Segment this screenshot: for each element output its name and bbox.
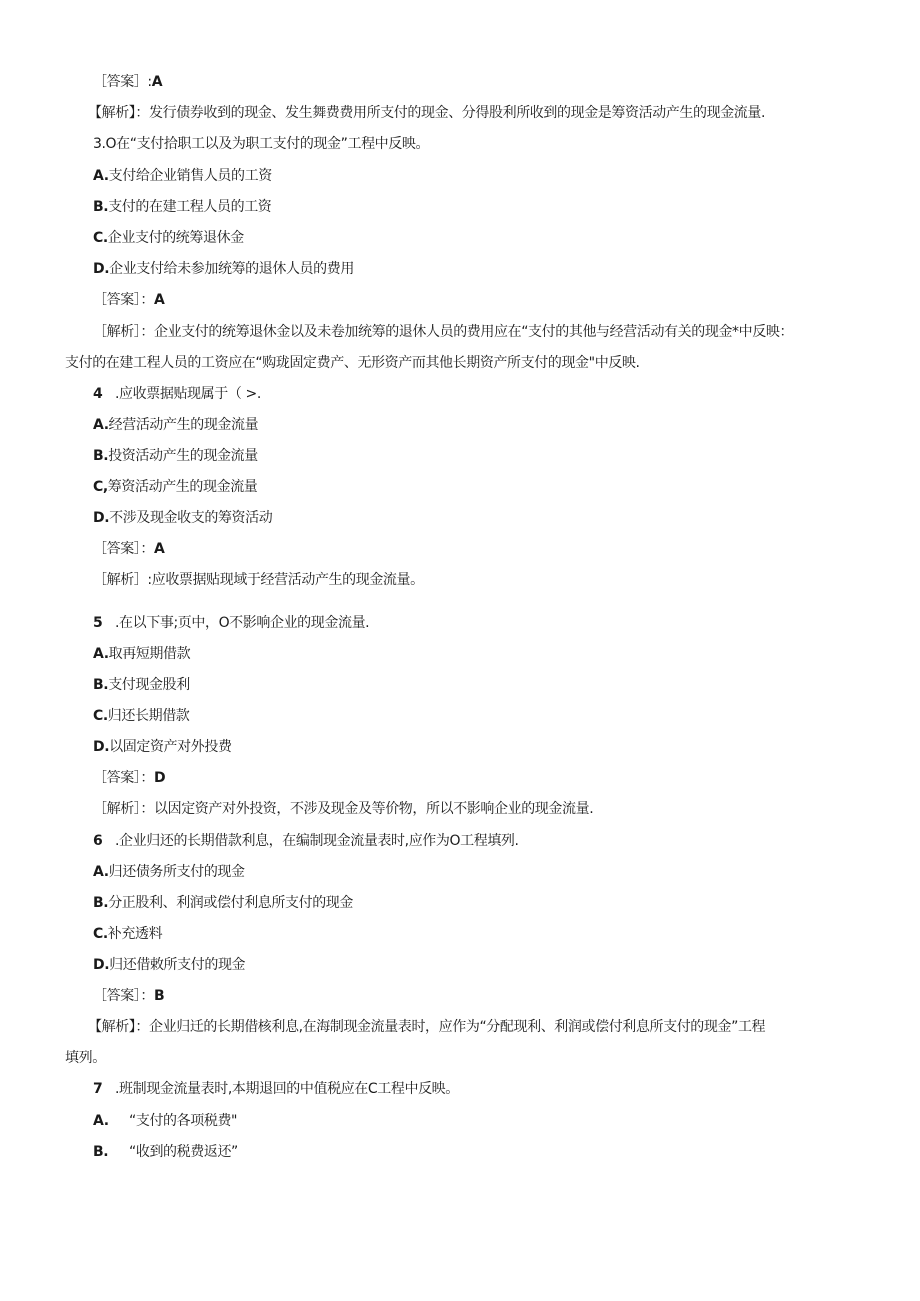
option-text: A.归还债务所支付的现金 — [93, 864, 245, 880]
question-7 — [93, 1080, 459, 1098]
question-5 — [93, 614, 369, 632]
option-c — [93, 478, 257, 496]
explanation-text: ［解析］：以因定资产对外投资，不涉及现金及等价物，所以不影响企业的现金流量. — [93, 801, 594, 817]
answer-line — [93, 540, 164, 558]
answer-text: ［答案］:A — [93, 74, 163, 90]
question-number: 5 — [93, 615, 103, 631]
option-text: B.分正股利、利润或偿付利息所支付的现金 — [93, 895, 354, 911]
option-b — [93, 894, 353, 912]
option-text: B.支付的在建工程人员的工资 — [93, 199, 272, 215]
option-c — [93, 925, 162, 943]
option-text: A.经营活动产生的现金流量 — [93, 417, 259, 433]
question-number: 6 — [93, 833, 103, 849]
explanation-text: 【解析】：企业归迁的长期借核利息,在海制现金流量表时，应作为“分配现利、利润或偿付利息所支付的现金”工程 — [88, 1019, 766, 1035]
option-a — [93, 1112, 237, 1130]
option-text: C.企业支付的统筹退休金 — [93, 230, 244, 246]
question-6 — [93, 832, 519, 850]
option-b — [93, 447, 258, 465]
option-letter: B. — [93, 1144, 109, 1160]
option-c — [93, 707, 189, 725]
explanation-line — [65, 1049, 106, 1067]
option-text: D.以固定资产对外投费 — [93, 739, 232, 755]
question-number: 7 — [93, 1081, 103, 1097]
answer-line — [93, 987, 164, 1005]
option-b — [93, 676, 190, 694]
option-b — [93, 198, 271, 216]
explanation-line — [93, 800, 593, 818]
option-a — [93, 416, 258, 434]
question-text: .在以下事;页中，O不影响企业的现金流量. — [115, 615, 370, 631]
option-d — [93, 509, 272, 527]
option-text: “支付的各项税费" — [129, 1113, 238, 1129]
option-text: D.企业支付给未参加统筹的退休人员的费用 — [93, 261, 354, 277]
option-text: B.支付现金股利 — [93, 677, 190, 693]
explanation-text: ［解析］:应收票据贴现域于经营活动产生的现金流量。 — [93, 572, 424, 588]
option-a — [93, 167, 272, 185]
option-text: A.支付给企业销售人员的工资 — [93, 168, 272, 184]
answer-text: ［答案］：B — [93, 988, 165, 1004]
option-text: C.补充透料 — [93, 926, 163, 942]
explanation-line — [88, 104, 765, 122]
question-3 — [93, 135, 429, 153]
explanation-line — [88, 1018, 765, 1036]
option-d — [93, 260, 354, 278]
explanation-text: 支付的在建工程人员的工资应在“购珑固定费产、无形资产而其他长期资产所支付的现金"中反映. — [65, 355, 640, 371]
option-c — [93, 229, 244, 247]
question-text: .班制现金流量表时,本期退回的中值税应在C工程中反映。 — [115, 1081, 459, 1097]
option-text: D.不涉及现金收支的筹资活动 — [93, 510, 273, 526]
explanation-line — [65, 354, 640, 372]
answer-line — [93, 291, 164, 309]
explanation-text: 【解析】：发行债券收到的现金、发生舞费费用所支付的现金、分得股利所收到的现金是筹资活动产生的现金流量. — [88, 105, 766, 121]
option-letter: A. — [93, 1113, 109, 1129]
option-d — [93, 738, 232, 756]
explanation-line — [93, 323, 793, 341]
option-b — [93, 1143, 238, 1161]
option-d — [93, 956, 245, 974]
answer-line — [93, 73, 162, 91]
option-a — [93, 863, 245, 881]
option-text: B.投资活动产生的现金流量 — [93, 448, 258, 464]
option-text: D.归还借敕所支付的现金 — [93, 957, 246, 973]
option-text: “收到的税费返还” — [129, 1144, 238, 1160]
explanation-text: ［解析］：企业支付的统筹退休金以及未卷加统筹的退休人员的费用应在“支付的其他与经营活动有关的现金*中反映： — [93, 324, 794, 340]
answer-text: ［答案］：D — [93, 770, 166, 786]
question-number: 4 — [93, 386, 103, 402]
question-text: 3.O在“支付拾职工以及为职工支付的现金”工程中反映。 — [93, 136, 430, 152]
explanation-text: 填列。 — [65, 1050, 106, 1066]
question-text: .企业归还的长期借款利息，在编制现金流量表时,应作为O工程填列. — [115, 833, 519, 849]
question-text: .应收票据贴现属于（ >. — [115, 386, 261, 402]
answer-line — [93, 769, 165, 787]
answer-text: ［答案］：A — [93, 292, 165, 308]
question-4 — [93, 385, 261, 403]
option-text: A.取再短期借款 — [93, 646, 191, 662]
explanation-line — [93, 571, 424, 589]
option-text: C.归还长期借款 — [93, 708, 190, 724]
answer-text: ［答案］：A — [93, 541, 165, 557]
option-a — [93, 645, 190, 663]
option-text: C,筹资活动产生的现金流量 — [93, 479, 258, 495]
